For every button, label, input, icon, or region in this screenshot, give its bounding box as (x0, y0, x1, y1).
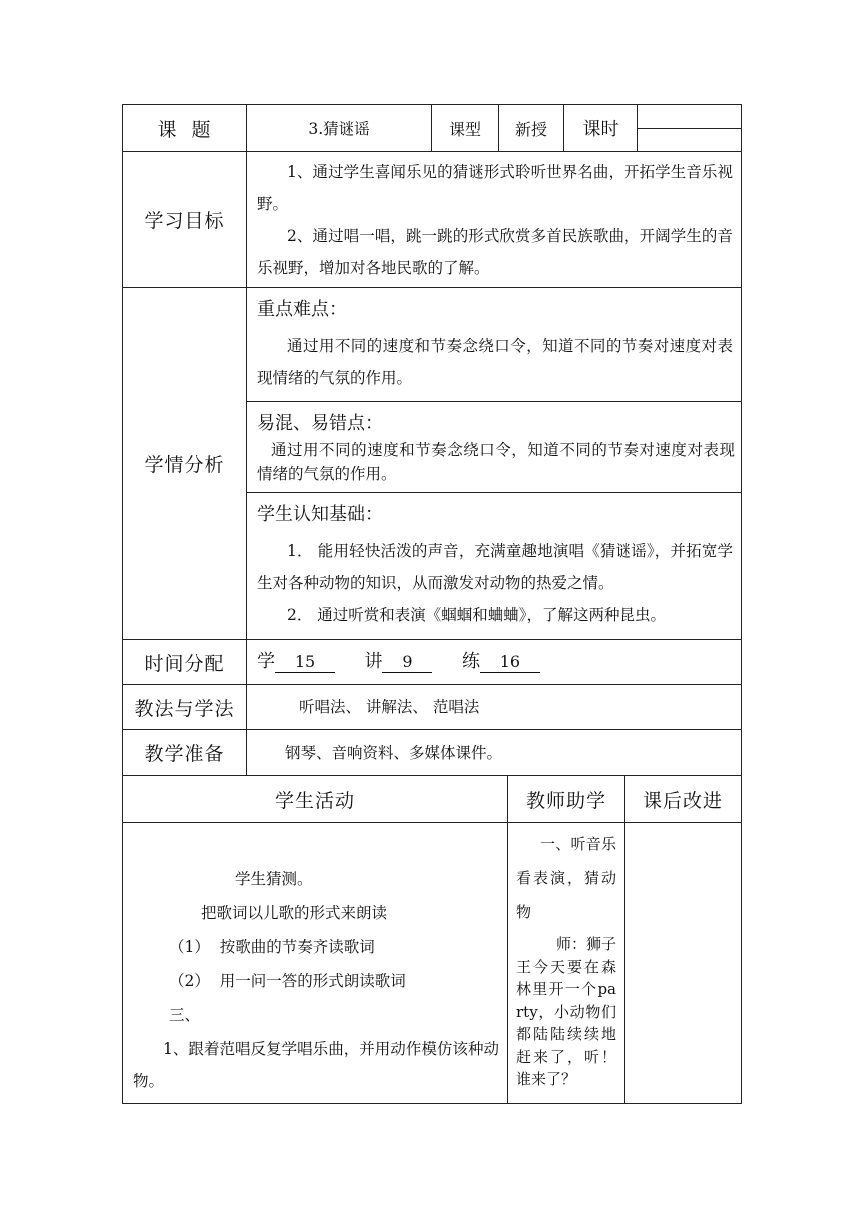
activity-line-5: 三、 (169, 1006, 201, 1024)
cognition-item-1: 1． 能用轻快活泼的声音，充满童趣地演唱《猜谜谣》，并拓宽学生对各种动物的知识，从而激发对动物的热爱之情。 (257, 542, 733, 592)
practice-label: 练 (461, 651, 480, 672)
activity-line-3: （1） 按歌曲的节奏齐读歌词 (169, 938, 375, 956)
talk-value: 9 (382, 652, 432, 673)
period-value-bottom (637, 128, 742, 152)
time-content (246, 639, 742, 685)
methods-value: 听唱法、 讲解法、 范唱法 (246, 684, 742, 730)
topic-label: 课 题 (122, 104, 247, 152)
type-value: 新授 (498, 104, 564, 152)
talk-label: 讲 (364, 651, 383, 672)
activity-line-6: 1、跟着范唱反复学唱乐曲，并用动作模仿该种动物。 (133, 1040, 499, 1090)
confusions-section (246, 401, 742, 493)
type-label: 课型 (431, 104, 499, 152)
prep-label: 教学准备 (122, 729, 247, 776)
time-label: 时间分配 (122, 639, 247, 685)
activity-line-2: 把歌词以儿歌的形式来朗读 (201, 904, 388, 922)
activity-line-1: 学生猜测。 (235, 870, 313, 888)
period-label: 课时 (563, 104, 638, 152)
after-class-header: 课后改进 (624, 775, 742, 823)
cognition-item-2: 2． 通过听赏和表演《蝈蝈和蛐蛐》，了解这两种昆虫。 (287, 606, 667, 624)
topic-value: 3.猜谜谣 (246, 104, 432, 152)
practice-value: 16 (480, 652, 540, 673)
cognition-heading: 学生认知基础： (257, 504, 383, 525)
teacher-help-para-1: 一、听音乐看表演，猜动物 (516, 835, 616, 921)
learn-label: 学 (257, 651, 275, 672)
key-points-heading: 重点难点： (257, 299, 347, 320)
teacher-help-header: 教师助学 (507, 775, 625, 823)
period-value-top (637, 104, 742, 129)
student-activities-header: 学生活动 (122, 775, 508, 823)
activity-line-4: （2） 用一问一答的形式朗读歌词 (169, 972, 406, 990)
objectives-content (246, 151, 742, 288)
prep-value: 钢琴、音响资料、多媒体课件。 (246, 729, 742, 776)
teacher-help-content (507, 822, 625, 1104)
confusions-text: 通过用不同的速度和节奏念绕口令，知道不同的节奏对速度对表现情绪的气氛的作用。 (257, 441, 735, 483)
learn-value: 15 (275, 652, 335, 673)
objectives-label: 学习目标 (122, 151, 247, 288)
analysis-label: 学情分析 (122, 287, 247, 640)
key-points-text: 通过用不同的速度和节奏念绕口令，知道不同的节奏对速度对表现情绪的气氛的作用。 (257, 337, 733, 387)
teacher-help-para-2: 师：狮子王今天要在森林里开一个party，小动物们都陆陆续续地赶来了，听！谁来了？ (516, 935, 617, 1088)
methods-label: 教法与学法 (122, 684, 247, 730)
after-class-content (624, 822, 742, 1104)
confusions-heading: 易混、易错点： (257, 413, 383, 434)
objective-item-1: 1、通过学生喜闻乐见的猜谜形式聆听世界名曲，开拓学生音乐视野。 (257, 163, 733, 213)
cognition-section (246, 492, 742, 640)
objective-item-2: 2、通过唱一唱，跳一跳的形式欣赏多首民族歌曲，开阔学生的音乐视野，增加对各地民歌的了解。 (257, 227, 733, 277)
key-points-section (246, 287, 742, 402)
student-activities-content (122, 822, 508, 1104)
